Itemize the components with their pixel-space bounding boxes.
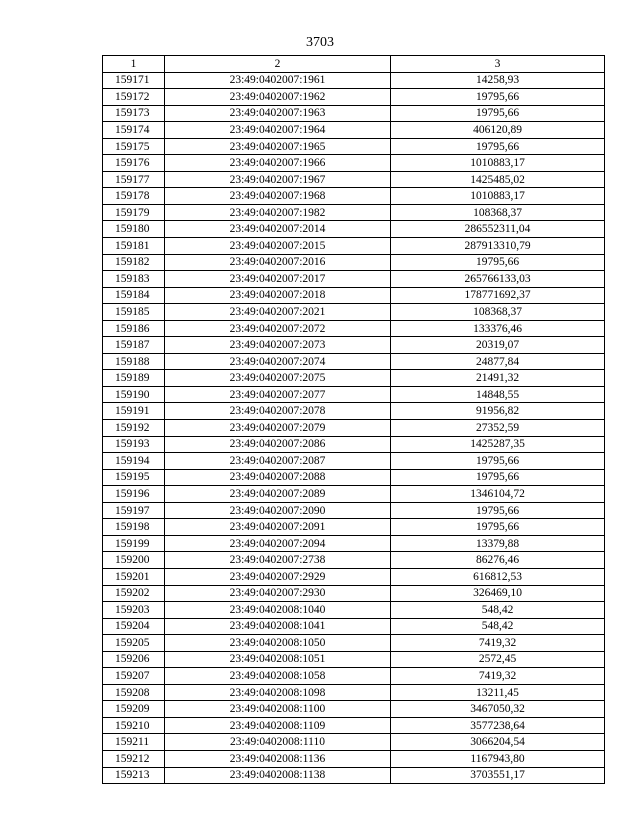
cadastral-number-cell: 23:49:0402008:1100	[165, 701, 391, 718]
table-row	[103, 568, 605, 585]
row-number-cell: 159174	[103, 122, 165, 139]
row-number-cell: 159194	[103, 453, 165, 470]
table-header-row	[103, 56, 605, 73]
cadastral-number-cell: 23:49:0402007:2021	[165, 304, 391, 321]
table-row	[103, 304, 605, 321]
row-number-cell: 159177	[103, 171, 165, 188]
cadastral-number-cell: 23:49:0402007:2091	[165, 519, 391, 536]
cadastral-value-cell: 86276,46	[391, 552, 605, 569]
table-row	[103, 602, 605, 619]
cadastral-value-cell: 1010883,17	[391, 188, 605, 205]
table-row	[103, 89, 605, 106]
cadastral-value-cell: 133376,46	[391, 320, 605, 337]
table-row	[103, 353, 605, 370]
cadastral-value-cell: 13379,88	[391, 535, 605, 552]
cadastral-number-cell: 23:49:0402007:1965	[165, 138, 391, 155]
table-row	[103, 552, 605, 569]
row-number-cell: 159209	[103, 701, 165, 718]
cadastral-value-cell: 178771692,37	[391, 287, 605, 304]
column-header-number: 1	[103, 56, 165, 73]
cadastral-number-cell: 23:49:0402008:1041	[165, 618, 391, 635]
cadastral-value-cell: 108368,37	[391, 304, 605, 321]
cadastral-number-cell: 23:49:0402007:2075	[165, 370, 391, 387]
table-row	[103, 668, 605, 685]
cadastral-number-cell: 23:49:0402007:1961	[165, 72, 391, 89]
cadastral-number-cell: 23:49:0402007:2074	[165, 353, 391, 370]
row-number-cell: 159198	[103, 519, 165, 536]
table-row	[103, 469, 605, 486]
table-row	[103, 403, 605, 420]
cadastral-number-cell: 23:49:0402007:2078	[165, 403, 391, 420]
table-row	[103, 585, 605, 602]
cadastral-value-cell: 3467050,32	[391, 701, 605, 718]
row-number-cell: 159213	[103, 767, 165, 784]
cadastral-number-cell: 23:49:0402007:2086	[165, 436, 391, 453]
column-header-cadastral-number: 2	[165, 56, 391, 73]
cadastral-number-cell: 23:49:0402007:1982	[165, 204, 391, 221]
cadastral-number-cell: 23:49:0402007:1966	[165, 155, 391, 172]
cadastral-value-cell: 24877,84	[391, 353, 605, 370]
cadastral-value-cell: 287913310,79	[391, 238, 605, 255]
cadastral-value-cell: 1346104,72	[391, 486, 605, 503]
cadastral-number-cell: 23:49:0402007:1967	[165, 171, 391, 188]
cadastral-number-cell: 23:49:0402008:1040	[165, 602, 391, 619]
row-number-cell: 159173	[103, 105, 165, 122]
cadastral-value-cell: 91956,82	[391, 403, 605, 420]
column-header-value: 3	[391, 56, 605, 73]
cadastral-value-cell: 616812,53	[391, 568, 605, 585]
row-number-cell: 159205	[103, 635, 165, 652]
table-row	[103, 337, 605, 354]
cadastral-value-cell: 14258,93	[391, 72, 605, 89]
row-number-cell: 159180	[103, 221, 165, 238]
row-number-cell: 159206	[103, 651, 165, 668]
row-number-cell: 159185	[103, 304, 165, 321]
row-number-cell: 159186	[103, 320, 165, 337]
table-row	[103, 204, 605, 221]
cadastral-value-cell: 286552311,04	[391, 221, 605, 238]
row-number-cell: 159192	[103, 420, 165, 437]
cadastral-value-cell: 548,42	[391, 602, 605, 619]
row-number-cell: 159182	[103, 254, 165, 271]
cadastral-value-cell: 3066204,54	[391, 734, 605, 751]
cadastral-value-cell: 2572,45	[391, 651, 605, 668]
row-number-cell: 159202	[103, 585, 165, 602]
table-row	[103, 651, 605, 668]
row-number-cell: 159176	[103, 155, 165, 172]
cadastral-number-cell: 23:49:0402007:2016	[165, 254, 391, 271]
row-number-cell: 159190	[103, 386, 165, 403]
cadastral-value-cell: 19795,66	[391, 138, 605, 155]
cadastral-number-cell: 23:49:0402007:2929	[165, 568, 391, 585]
cadastral-value-cell: 7419,32	[391, 635, 605, 652]
row-number-cell: 159171	[103, 72, 165, 89]
table-row	[103, 188, 605, 205]
cadastral-value-cell: 7419,32	[391, 668, 605, 685]
table-row	[103, 122, 605, 139]
cadastral-value-cell: 3703551,17	[391, 767, 605, 784]
cadastral-number-cell: 23:49:0402008:1058	[165, 668, 391, 685]
cadastral-value-cell: 326469,10	[391, 585, 605, 602]
cadastral-value-cell: 1425287,35	[391, 436, 605, 453]
table-row	[103, 370, 605, 387]
table-row	[103, 717, 605, 734]
cadastral-value-cell: 14848,55	[391, 386, 605, 403]
cadastral-number-cell: 23:49:0402007:2089	[165, 486, 391, 503]
cadastral-number-cell: 23:49:0402007:2738	[165, 552, 391, 569]
row-number-cell: 159175	[103, 138, 165, 155]
cadastral-value-cell: 19795,66	[391, 105, 605, 122]
table-row	[103, 320, 605, 337]
table-row	[103, 171, 605, 188]
cadastral-number-cell: 23:49:0402008:1138	[165, 767, 391, 784]
table-row	[103, 287, 605, 304]
cadastral-number-cell: 23:49:0402008:1098	[165, 684, 391, 701]
cadastral-value-cell: 19795,66	[391, 469, 605, 486]
cadastral-value-cell: 21491,32	[391, 370, 605, 387]
cadastral-number-cell: 23:49:0402007:1968	[165, 188, 391, 205]
cadastral-number-cell: 23:49:0402007:2087	[165, 453, 391, 470]
table-row	[103, 635, 605, 652]
row-number-cell: 159191	[103, 403, 165, 420]
cadastral-value-cell: 19795,66	[391, 453, 605, 470]
row-number-cell: 159184	[103, 287, 165, 304]
table-row	[103, 138, 605, 155]
table-row	[103, 618, 605, 635]
cadastral-value-cell: 19795,66	[391, 254, 605, 271]
cadastral-number-cell: 23:49:0402007:2017	[165, 271, 391, 288]
cadastral-number-cell: 23:49:0402007:2015	[165, 238, 391, 255]
row-number-cell: 159193	[103, 436, 165, 453]
cadastral-number-cell: 23:49:0402007:1964	[165, 122, 391, 139]
cadastral-number-cell: 23:49:0402008:1136	[165, 750, 391, 767]
row-number-cell: 159197	[103, 502, 165, 519]
table-row	[103, 502, 605, 519]
cadastral-number-cell: 23:49:0402008:1110	[165, 734, 391, 751]
table-row	[103, 767, 605, 784]
row-number-cell: 159203	[103, 602, 165, 619]
cadastral-value-cell: 1425485,02	[391, 171, 605, 188]
row-number-cell: 159188	[103, 353, 165, 370]
cadastral-number-cell: 23:49:0402007:2073	[165, 337, 391, 354]
cadastral-value-cell: 13211,45	[391, 684, 605, 701]
cadastral-value-cell: 19795,66	[391, 89, 605, 106]
cadastral-value-cell: 3577238,64	[391, 717, 605, 734]
table-row	[103, 238, 605, 255]
cadastral-number-cell: 23:49:0402007:1962	[165, 89, 391, 106]
cadastral-value-cell: 1010883,17	[391, 155, 605, 172]
row-number-cell: 159200	[103, 552, 165, 569]
cadastral-value-cell: 108368,37	[391, 204, 605, 221]
cadastral-number-cell: 23:49:0402008:1051	[165, 651, 391, 668]
table-row	[103, 105, 605, 122]
cadastral-number-cell: 23:49:0402007:2090	[165, 502, 391, 519]
row-number-cell: 159179	[103, 204, 165, 221]
row-number-cell: 159201	[103, 568, 165, 585]
cadastral-number-cell: 23:49:0402008:1050	[165, 635, 391, 652]
table-row	[103, 155, 605, 172]
row-number-cell: 159208	[103, 684, 165, 701]
row-number-cell: 159211	[103, 734, 165, 751]
cadastral-value-cell: 406120,89	[391, 122, 605, 139]
cadastral-value-cell: 20319,07	[391, 337, 605, 354]
row-number-cell: 159189	[103, 370, 165, 387]
row-number-cell: 159195	[103, 469, 165, 486]
cadastral-value-cell: 548,42	[391, 618, 605, 635]
cadastral-number-cell: 23:49:0402007:2014	[165, 221, 391, 238]
table-row	[103, 72, 605, 89]
cadastral-number-cell: 23:49:0402008:1109	[165, 717, 391, 734]
cadastral-value-table	[102, 55, 605, 784]
table-row	[103, 453, 605, 470]
table-row	[103, 750, 605, 767]
cadastral-number-cell: 23:49:0402007:2072	[165, 320, 391, 337]
cadastral-number-cell: 23:49:0402007:2077	[165, 386, 391, 403]
table-row	[103, 486, 605, 503]
row-number-cell: 159204	[103, 618, 165, 635]
table-row	[103, 221, 605, 238]
table-row	[103, 519, 605, 536]
table-row	[103, 701, 605, 718]
cadastral-value-cell: 265766133,03	[391, 271, 605, 288]
cadastral-number-cell: 23:49:0402007:2018	[165, 287, 391, 304]
cadastral-number-cell: 23:49:0402007:2079	[165, 420, 391, 437]
cadastral-number-cell: 23:49:0402007:2088	[165, 469, 391, 486]
table-row	[103, 684, 605, 701]
cadastral-value-cell: 19795,66	[391, 519, 605, 536]
row-number-cell: 159212	[103, 750, 165, 767]
row-number-cell: 159210	[103, 717, 165, 734]
table-row	[103, 271, 605, 288]
table-row	[103, 734, 605, 751]
row-number-cell: 159187	[103, 337, 165, 354]
table-body	[103, 72, 605, 784]
row-number-cell: 159199	[103, 535, 165, 552]
cadastral-number-cell: 23:49:0402007:1963	[165, 105, 391, 122]
row-number-cell: 159207	[103, 668, 165, 685]
cadastral-value-cell: 1167943,80	[391, 750, 605, 767]
cadastral-number-cell: 23:49:0402007:2930	[165, 585, 391, 602]
cadastral-value-cell: 19795,66	[391, 502, 605, 519]
cadastral-value-cell: 27352,59	[391, 420, 605, 437]
row-number-cell: 159172	[103, 89, 165, 106]
row-number-cell: 159183	[103, 271, 165, 288]
table-row	[103, 535, 605, 552]
cadastral-number-cell: 23:49:0402007:2094	[165, 535, 391, 552]
row-number-cell: 159196	[103, 486, 165, 503]
table-row	[103, 420, 605, 437]
table-row	[103, 254, 605, 271]
table-row	[103, 436, 605, 453]
page-number: 3703	[306, 35, 334, 50]
table-row	[103, 386, 605, 403]
row-number-cell: 159181	[103, 238, 165, 255]
row-number-cell: 159178	[103, 188, 165, 205]
